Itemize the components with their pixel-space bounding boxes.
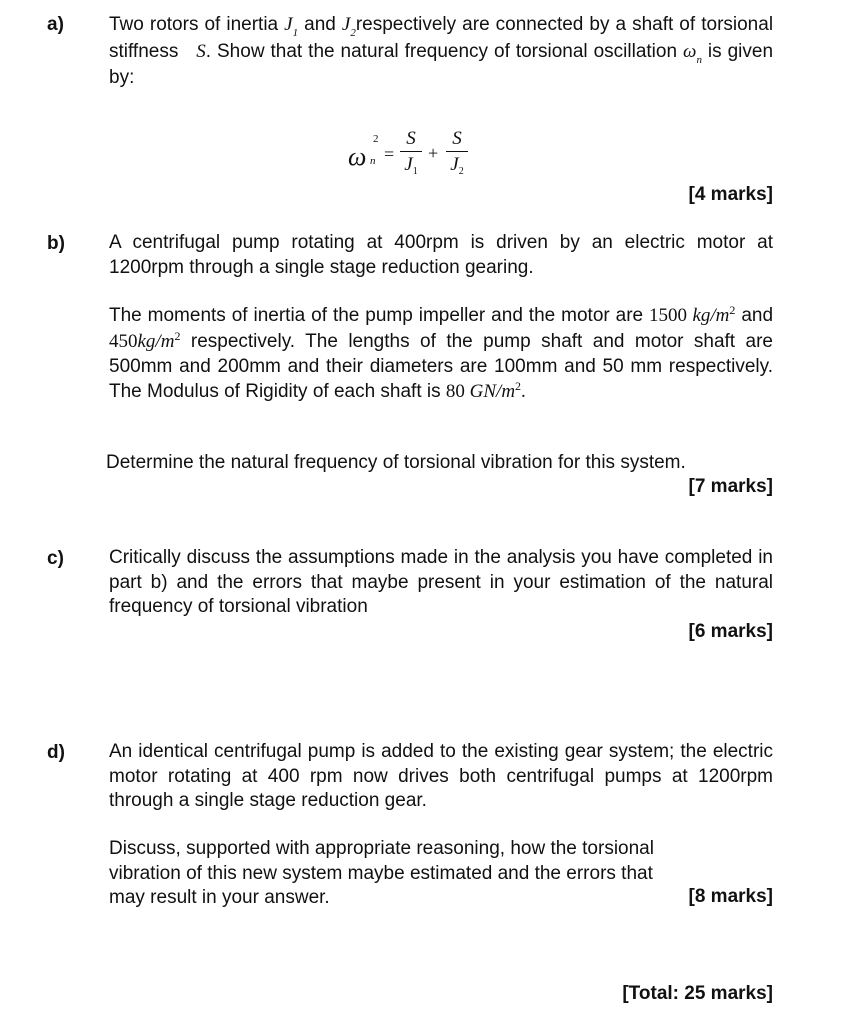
question-b-label: b) bbox=[47, 233, 65, 254]
question-d-label: d) bbox=[47, 742, 65, 763]
question-a-marks: [4 marks] bbox=[688, 184, 773, 205]
question-b-task: Determine the natural frequency of torsional vibration for this system. bbox=[106, 452, 686, 473]
modulus-of-rigidity: 80 $GN/m^2$. bbox=[445, 378, 526, 402]
question-a-text: Two rotors of inertia $J_1$ and $J_2respectively$ are connected by a shaft of torsional stiffness S. Show that the natural frequency of torsional oscillation $\omega_n$ is given by: bbox=[109, 14, 774, 88]
question-c-marks: [6 marks] bbox=[688, 621, 773, 642]
motor-inertia: $450kg/m^2$ bbox=[109, 328, 181, 352]
question-d-intro: An identical centrifugal pump is added to the existing gear system; the electric motor rotating at 400 rpm now drives both centrifugal pumps at 1200rpm through a single stage reduction gear. bbox=[109, 741, 773, 811]
question-b-details: The moments of inertia of the pump impeller and the motor are 1500 $kg/m^2$ and $450kg/m^2$ respectively. The lengths of the pump shaft and motor shaft are 500mm and 200mm and their diameters are 100mm and 50 mm respectively. The Modulus of Rigidity of each shaft is 80 $GN/m^2$. bbox=[109, 303, 774, 402]
impeller-inertia: 1500 $kg/m^2$ bbox=[649, 303, 736, 326]
fraction-s-over-j1: S $J_1$ bbox=[400, 128, 422, 176]
question-d-marks: [8 marks] bbox=[688, 886, 773, 907]
j2-symbol: $J_2$ bbox=[341, 14, 356, 39]
fraction-s-over-j2: S $J_2$ bbox=[446, 128, 468, 176]
question-c-text: Critically discuss the assumptions made in the analysis you have completed in part b) and the errors that maybe present in your estimation of the natural frequency of torsional vibration bbox=[109, 547, 773, 617]
question-b-marks: [7 marks] bbox=[688, 476, 773, 497]
natural-frequency-formula: ω 2 n = S $J_1$ + S $J_2$ bbox=[348, 128, 478, 184]
j1-symbol: $J_1$ bbox=[284, 14, 299, 39]
question-b-intro: A centrifugal pump rotating at 400rpm is driven by an electric motor at 1200rpm through a single stage reduction gearing. bbox=[109, 232, 773, 278]
question-a-label: a) bbox=[47, 14, 64, 35]
question-c-label: c) bbox=[47, 548, 64, 569]
s-symbol: S bbox=[196, 40, 206, 62]
omega-symbol: $\omega_n$ bbox=[683, 40, 702, 66]
question-d-discussion: Discuss, supported with appropriate reasoning, how the torsional vibration of this new system maybe estimated and the errors that may result in your answer. bbox=[109, 838, 654, 908]
total-marks: [Total: 25 marks] bbox=[622, 983, 773, 1004]
